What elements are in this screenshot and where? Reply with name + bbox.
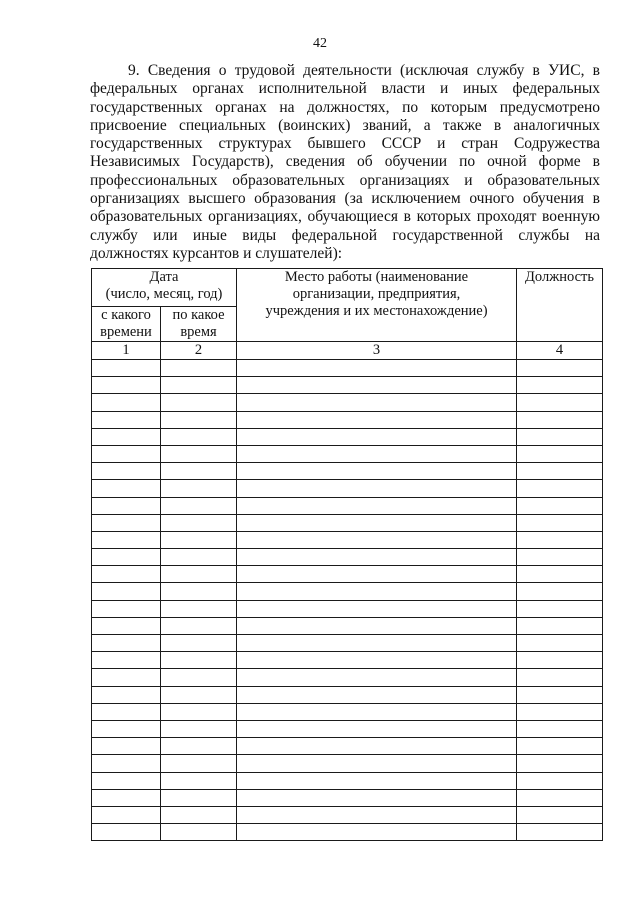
table-row (92, 566, 603, 583)
table-cell[interactable] (161, 497, 237, 514)
work-history-table (91, 268, 603, 841)
table-row (92, 806, 603, 823)
table-cell[interactable] (92, 652, 161, 669)
table-row (92, 738, 603, 755)
table-cell[interactable] (92, 806, 161, 823)
table-cell[interactable] (237, 377, 517, 394)
table-cell[interactable] (517, 463, 603, 480)
table-cell[interactable] (161, 514, 237, 531)
table-cell[interactable] (517, 514, 603, 531)
table-cell[interactable] (237, 445, 517, 462)
table-cell[interactable] (92, 617, 161, 634)
table-cell[interactable] (237, 394, 517, 411)
table-cell[interactable] (161, 600, 237, 617)
table-cell[interactable] (161, 617, 237, 634)
from-date-header (92, 307, 161, 342)
table-cell[interactable] (237, 703, 517, 720)
table-cell[interactable] (92, 377, 161, 394)
table-cell[interactable] (92, 428, 161, 445)
table-cell[interactable] (517, 789, 603, 806)
table-cell[interactable] (237, 686, 517, 703)
date-group-header (92, 269, 237, 307)
table-row (92, 428, 603, 445)
table-cell[interactable] (517, 806, 603, 823)
from-date-header-line1: с какого (101, 307, 151, 323)
table-cell[interactable] (92, 566, 161, 583)
table-cell[interactable] (161, 806, 237, 823)
to-date-header-line1: по какое (172, 307, 225, 323)
table-row (92, 360, 603, 377)
table-cell[interactable] (517, 445, 603, 462)
table-cell[interactable] (161, 480, 237, 497)
table-cell[interactable] (92, 686, 161, 703)
table-cell[interactable] (92, 772, 161, 789)
table-cell[interactable] (161, 652, 237, 669)
table-cell[interactable] (161, 772, 237, 789)
table-row (92, 514, 603, 531)
date-group-title: Дата (149, 269, 179, 285)
table-cell[interactable] (237, 772, 517, 789)
table-cell[interactable] (161, 566, 237, 583)
table-cell[interactable] (517, 772, 603, 789)
table-cell[interactable] (237, 480, 517, 497)
table-cell[interactable] (237, 669, 517, 686)
table-cell[interactable] (161, 669, 237, 686)
to-date-header (161, 307, 237, 342)
table-cell[interactable] (92, 531, 161, 548)
table-cell[interactable] (517, 480, 603, 497)
table-cell[interactable] (161, 583, 237, 600)
to-date-header-line2: время (180, 324, 217, 340)
table-cell[interactable] (92, 669, 161, 686)
table-cell[interactable] (517, 566, 603, 583)
table-cell[interactable] (517, 377, 603, 394)
table-cell[interactable] (517, 531, 603, 548)
table-row (92, 772, 603, 789)
table-cell[interactable] (517, 652, 603, 669)
table-row (92, 583, 603, 600)
position-header: Должность (517, 269, 603, 342)
table-cell[interactable] (161, 703, 237, 720)
section-9-paragraph: 9. Сведения о трудовой деятельности (исключая службу в УИС, в федеральных органах исполнительной власти и иных федеральных государственных органах на должностях, по которым предусмотрено присвоение специальных (воинских) званий, а также в аналогичных государственных структурах бывшего СССР и стран Содружества Независимых Государств), сведения об обучении по очной форме в профессиональных образовательных организациях и образовательных организациях высшего образования (за исключением очного обучения в образовательных организациях, обучающиеся в которых проходят военную службу или иные виды федеральной государственной службы на должностях курсантов и слушателей): (90, 62, 600, 262)
table-cell[interactable] (237, 411, 517, 428)
table-cell[interactable] (237, 497, 517, 514)
table-cell[interactable] (92, 394, 161, 411)
table-cell[interactable] (92, 411, 161, 428)
table-cell[interactable] (517, 720, 603, 737)
table-row (92, 789, 603, 806)
table-cell[interactable] (237, 463, 517, 480)
table-cell[interactable] (161, 720, 237, 737)
table-row (92, 703, 603, 720)
column-number-1: 1 (92, 342, 161, 360)
table-cell[interactable] (92, 789, 161, 806)
table-cell[interactable] (161, 549, 237, 566)
place-header-line1: Место работы (наименование (284, 269, 469, 285)
table-cell[interactable] (161, 360, 237, 377)
place-header-line2: организации, предприятия, (292, 286, 461, 302)
table-cell[interactable] (237, 566, 517, 583)
table-cell[interactable] (517, 738, 603, 755)
table-cell[interactable] (517, 669, 603, 686)
table-row (92, 755, 603, 772)
table-cell[interactable] (92, 635, 161, 652)
work-history-table-header (92, 269, 603, 360)
table-cell[interactable] (92, 463, 161, 480)
table-cell[interactable] (237, 617, 517, 634)
table-row (92, 394, 603, 411)
work-history-table-body (92, 360, 603, 841)
table-cell[interactable] (237, 549, 517, 566)
table-cell[interactable] (237, 720, 517, 737)
column-number-2: 2 (161, 342, 237, 360)
table-row (92, 463, 603, 480)
table-cell[interactable] (161, 755, 237, 772)
table-cell[interactable] (92, 755, 161, 772)
table-cell[interactable] (517, 497, 603, 514)
table-cell[interactable] (92, 549, 161, 566)
table-cell[interactable] (517, 686, 603, 703)
table-cell[interactable] (92, 497, 161, 514)
from-date-header-line2: времени (100, 324, 152, 340)
table-cell[interactable] (161, 394, 237, 411)
table-cell[interactable] (92, 703, 161, 720)
table-cell[interactable] (237, 428, 517, 445)
table-cell[interactable] (517, 617, 603, 634)
table-cell[interactable] (161, 428, 237, 445)
table-cell[interactable] (92, 583, 161, 600)
column-number-4: 4 (517, 342, 603, 360)
table-row (92, 411, 603, 428)
table-cell[interactable] (517, 635, 603, 652)
table-cell[interactable] (161, 445, 237, 462)
table-cell[interactable] (517, 703, 603, 720)
table-cell[interactable] (237, 635, 517, 652)
table-cell[interactable] (92, 445, 161, 462)
table-cell[interactable] (517, 824, 603, 841)
table-cell[interactable] (92, 738, 161, 755)
table-cell[interactable] (237, 806, 517, 823)
table-cell[interactable] (517, 600, 603, 617)
table-cell[interactable] (517, 360, 603, 377)
table-row (92, 445, 603, 462)
table-row (92, 720, 603, 737)
table-row (92, 686, 603, 703)
table-row (92, 549, 603, 566)
column-number-3: 3 (237, 342, 517, 360)
table-cell[interactable] (237, 583, 517, 600)
table-cell[interactable] (161, 789, 237, 806)
table-cell[interactable] (237, 652, 517, 669)
table-row (92, 669, 603, 686)
page-number: 42 (313, 36, 327, 51)
table-cell[interactable] (161, 824, 237, 841)
table-cell[interactable] (161, 531, 237, 548)
table-row (92, 600, 603, 617)
table-cell[interactable] (92, 360, 161, 377)
table-cell[interactable] (517, 394, 603, 411)
table-cell[interactable] (161, 738, 237, 755)
table-cell[interactable] (237, 824, 517, 841)
place-header (237, 269, 517, 342)
table-cell[interactable] (237, 789, 517, 806)
table-cell[interactable] (237, 360, 517, 377)
table-cell[interactable] (92, 720, 161, 737)
table-row (92, 377, 603, 394)
table-cell[interactable] (237, 531, 517, 548)
table-cell[interactable] (237, 600, 517, 617)
table-cell[interactable] (92, 600, 161, 617)
table-cell[interactable] (161, 686, 237, 703)
table-row (92, 824, 603, 841)
table-cell[interactable] (92, 514, 161, 531)
table-cell[interactable] (517, 428, 603, 445)
table-row (92, 531, 603, 548)
place-header-line3: учреждения и их местонахождение) (265, 303, 488, 319)
table-row (92, 617, 603, 634)
table-cell[interactable] (517, 755, 603, 772)
table-cell[interactable] (517, 411, 603, 428)
table-row (92, 480, 603, 497)
table-cell[interactable] (517, 583, 603, 600)
table-row (92, 635, 603, 652)
table-cell[interactable] (161, 411, 237, 428)
table-cell[interactable] (92, 480, 161, 497)
table-cell[interactable] (161, 635, 237, 652)
table-row (92, 652, 603, 669)
table-cell[interactable] (237, 514, 517, 531)
table-cell[interactable] (237, 738, 517, 755)
table-row (92, 497, 603, 514)
table-cell[interactable] (517, 549, 603, 566)
table-cell[interactable] (161, 463, 237, 480)
table-cell[interactable] (92, 824, 161, 841)
date-group-subtitle: (число, месяц, год) (105, 286, 223, 302)
table-cell[interactable] (161, 377, 237, 394)
table-cell[interactable] (237, 755, 517, 772)
